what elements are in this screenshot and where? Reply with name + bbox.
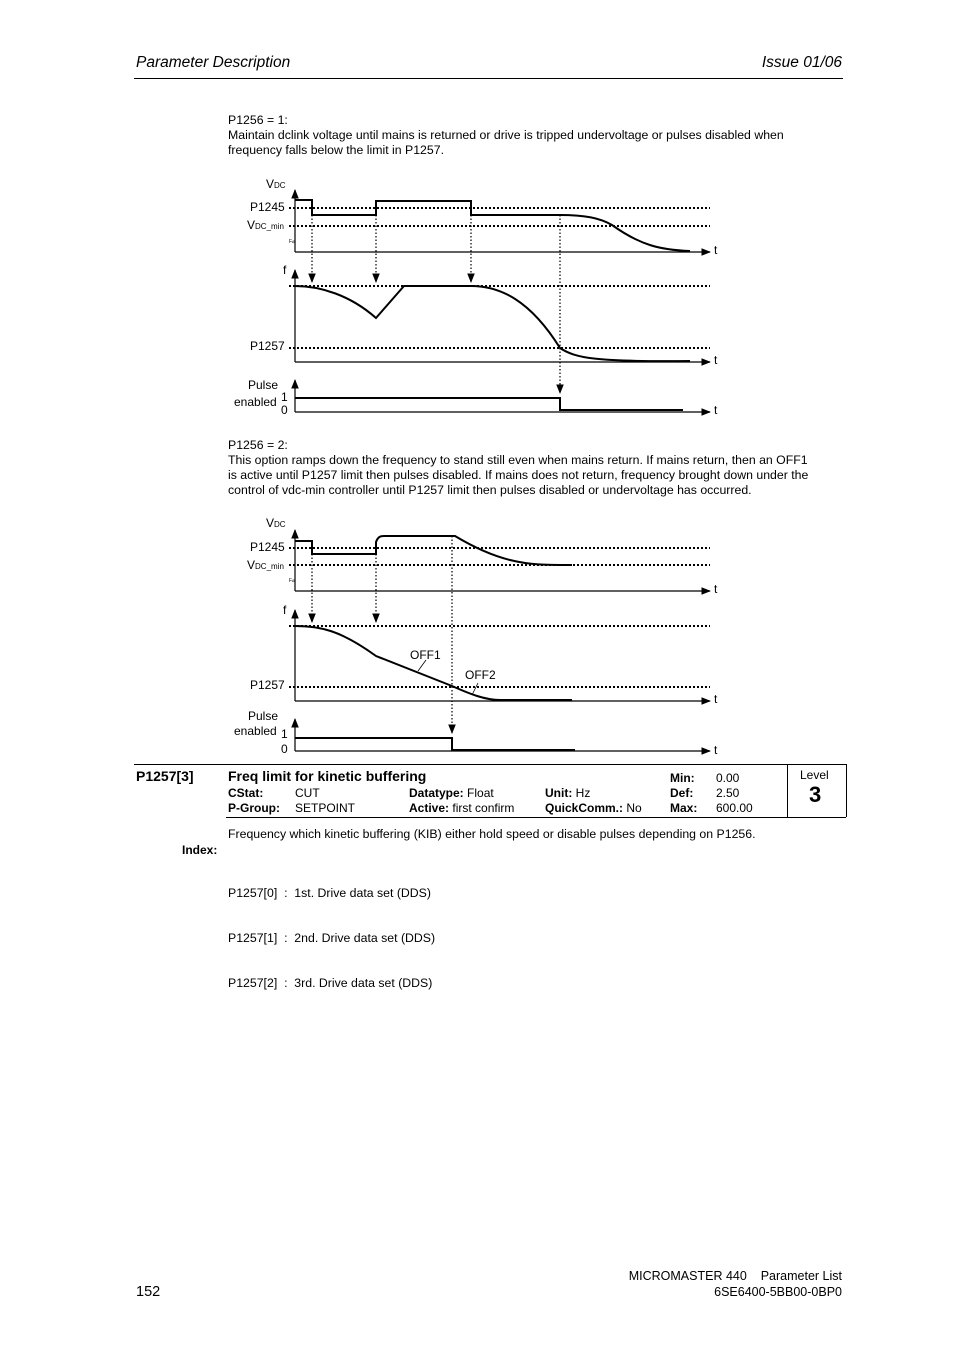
d2-p1257-label: P1257: [250, 678, 285, 692]
def-label: Def:: [670, 786, 694, 800]
cstat-label: CStat:: [228, 786, 264, 800]
d1-t-label-1: t: [714, 243, 718, 257]
d2-off2-pointer: [472, 683, 478, 695]
param-bottom-rule: [226, 817, 846, 818]
page-number: 152: [136, 1284, 161, 1300]
unit-field: Unit: Hz: [545, 786, 591, 800]
index-label: Index:: [182, 843, 218, 857]
active-field: Active: first confirm: [409, 801, 515, 815]
pgroup-label: P-Group:: [228, 801, 280, 815]
d1-f-label: f: [283, 263, 287, 277]
index-item-1: P1257[1] : 2nd. Drive data set (DDS): [228, 931, 436, 945]
d1-vdcmin-label: VDC_min: [247, 218, 284, 232]
section1-line2: frequency falls below the limit in P1257.: [228, 143, 444, 157]
param-top-rule: [134, 764, 846, 765]
header-left-title: Parameter Description: [136, 54, 291, 71]
def-value: 2.50: [716, 786, 740, 800]
section1-condition: P1256 = 1:: [228, 113, 288, 127]
section2-condition: P1256 = 2:: [228, 438, 288, 452]
d2-f-label: f: [283, 603, 287, 617]
d2-t-label-3: t: [714, 743, 718, 757]
d1-vdc-label: VDC: [266, 177, 286, 191]
d2-vdc-label: VDC: [266, 516, 286, 530]
d2-t-label-2: t: [714, 692, 718, 706]
d1-pulse-label: Pulse: [248, 378, 279, 392]
param-name: Freq limit for kinetic buffering: [228, 768, 427, 784]
svg-text:F⌀: F⌀: [289, 239, 296, 245]
footer-order-number: 6SE6400-5BB00-0BP0: [714, 1285, 842, 1299]
section2-line1: This option ramps down the frequency to stand still even when mains return. If mains return, then an OFF1: [228, 453, 808, 467]
quickcomm-field: QuickComm.: No: [545, 801, 642, 815]
min-value: 0.00: [716, 771, 740, 785]
d1-p1245-label: P1245: [250, 200, 285, 214]
d2-t-label-1: t: [714, 582, 718, 596]
index-item-2: P1257[2] : 3rd. Drive data set (DDS): [228, 976, 433, 990]
d2-vdc-curve: [295, 536, 572, 565]
index-item-0: P1257[0] : 1st. Drive data set (DDS): [228, 886, 431, 900]
min-label: Min:: [670, 771, 695, 785]
d1-enabled-label: enabled: [234, 395, 277, 409]
cstat-value: CUT: [295, 786, 320, 800]
section2-line2: is active until P1257 limit then pulses disabled. If mains does not return, frequency brought down under the: [228, 468, 809, 482]
d1-t-label-3: t: [714, 403, 718, 417]
d2-enabled-label: enabled: [234, 724, 277, 738]
footer-product: MICROMASTER 440 Parameter List: [628, 1269, 842, 1283]
d1-one-label: 1: [281, 390, 288, 404]
param-id: P1257[3]: [136, 768, 194, 784]
header-right-title: Issue 01/06: [761, 54, 842, 71]
datatype-field: Datatype: Float: [409, 786, 494, 800]
d2-zero-label: 0: [281, 742, 288, 756]
level-value: 3: [809, 782, 822, 807]
max-label: Max:: [670, 801, 698, 815]
d1-p1257-label: P1257: [250, 339, 285, 353]
d2-p1245-label: P1245: [250, 540, 285, 554]
d2-one-label: 1: [281, 727, 288, 741]
d2-pulse-curve: [295, 738, 575, 750]
svg-text:F⌀: F⌀: [289, 578, 296, 584]
section1-line1: Maintain dclink voltage until mains is returned or drive is tripped undervoltage or pulses disabled when: [228, 128, 784, 142]
d2-vdcmin-label: VDC_min: [247, 558, 284, 572]
d2-f-curve: [295, 626, 572, 700]
d2-off1-label: OFF1: [410, 648, 441, 662]
d2-off2-label: OFF2: [465, 668, 496, 682]
index-list: [228, 856, 435, 1006]
level-label: Level: [800, 768, 829, 782]
d2-pulse-label: Pulse: [248, 709, 279, 723]
d1-zero-label: 0: [281, 403, 288, 417]
param-description: Frequency which kinetic buffering (KIB) either hold speed or disable pulses depending on P1256.: [228, 827, 756, 841]
max-value: 600.00: [716, 801, 753, 815]
pgroup-value: SETPOINT: [295, 801, 356, 815]
section2-line3: control of vdc-min controller until P1257 limit then pulses disabled or undervoltage has occurred.: [228, 483, 752, 497]
d1-t-label-2: t: [714, 353, 718, 367]
